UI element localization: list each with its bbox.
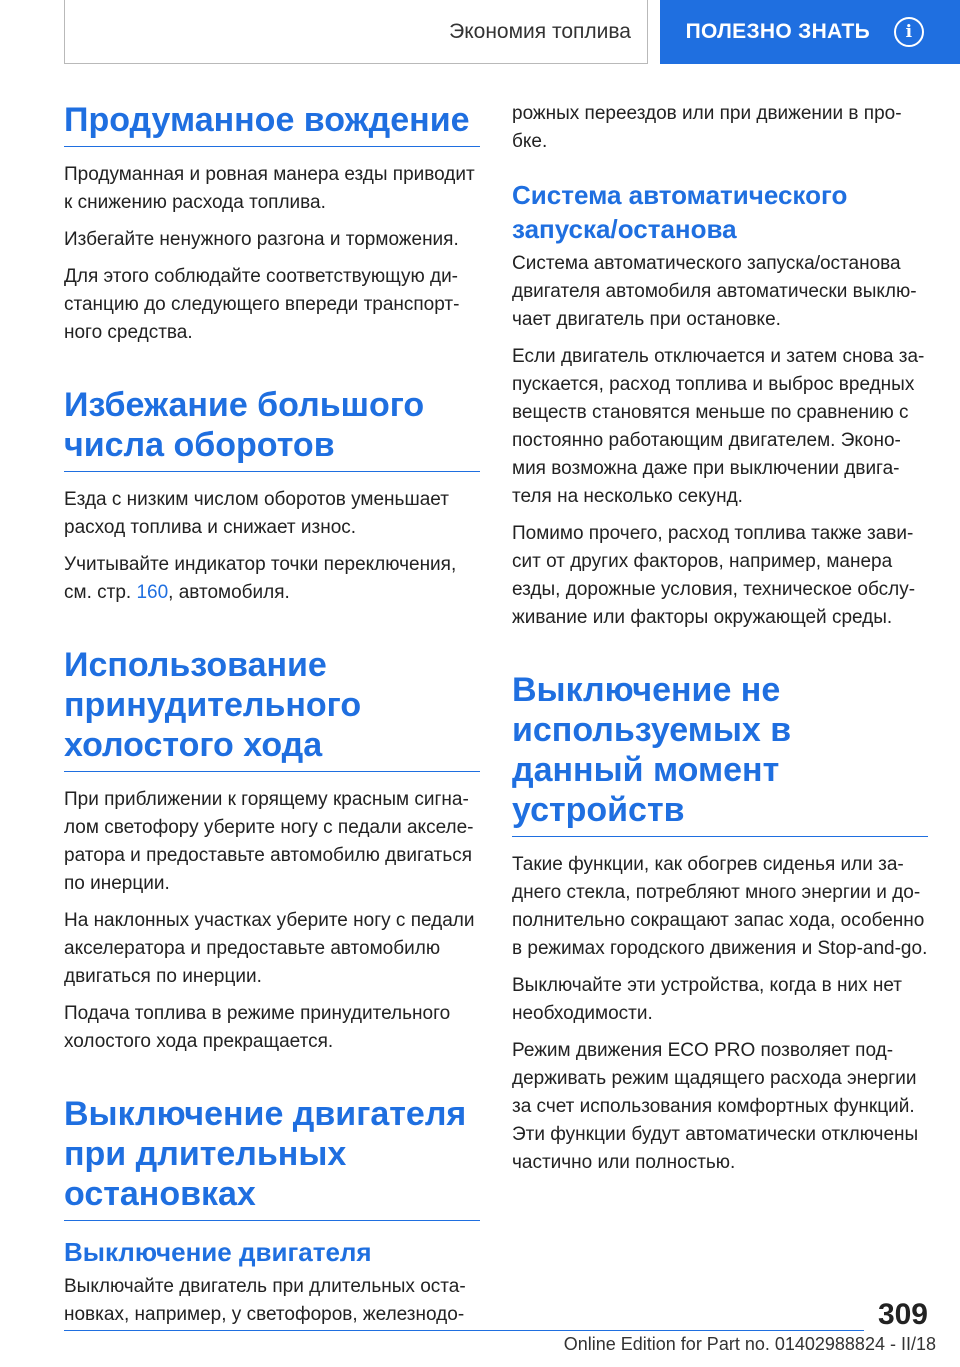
paragraph-text: , автомобиля. [168,582,290,603]
section-unused-devices [512,670,928,1177]
header-section-title-text: Экономия топлива [449,19,631,43]
info-icon: i [894,17,924,47]
paragraph: Помимо прочего, расход топлива также зави-сит от других факторов, например, манера езды, дорожные условия, техническое обслу-живание или факторы окружающей среды. [512,523,916,628]
paragraph [64,551,480,607]
paragraph: При приближении к горящему красным сигна-лом светофору уберите ногу с педали акселе-ратора и предоставьте автомобилю двигаться по инерции. [64,789,474,894]
section-auto-start-stop [512,178,928,632]
paragraph: Езда с низким числом оборотов уменьшает расход топлива и снижает износ. [64,489,449,538]
section-engine-off-long-stops [64,1094,480,1329]
heading-engine-off-long-stops: Выключение двигателя при длительных остановках [64,1094,480,1221]
paragraph: Такие функции, как обогрев сиденья или за-днего стекла, потребляют много энергии и до-полнительно сокращают запас хода, особенно в режимах городского движения и Stop-and-go. [512,854,928,959]
page-number: 309 [877,1298,928,1331]
paragraph: Выключайте эти устройства, когда в них нет необходимости. [512,975,902,1024]
page-reference-link[interactable]: 160 [136,582,169,603]
header-tab-useful-info[interactable] [660,0,960,64]
header-tab-label: ПОЛЕЗНО ЗНАТЬ [685,20,870,43]
paragraph: Режим движения ECO PRO позволяет под-держивать режим щадящего расхода энергии за счет использования комфортных функций. Эти функции будут автоматически отключены частично или полностью. [512,1040,919,1173]
paragraph: Продуманная и ровная манера езды приводит к снижению расхода топлива. [64,164,475,213]
paragraph: Выключайте двигатель при длительных оста-новках, например, у светофоров, железнодо- [64,1276,466,1325]
paragraph: Система автоматического запуска/останова двигателя автомобиля автоматически выклю-чает двигатель при остановке. [512,253,917,330]
heading-coasting: Использование принудительного холостого хода [64,645,480,772]
heading-thoughtful-driving: Продуманное вождение [64,100,480,147]
paragraph-continuation: рожных переездов или при движении в про-бке. [512,103,902,152]
section-coasting [64,645,480,1056]
heading-unused-devices: Выключение не используемых в данный момент устройств [512,670,928,837]
footer-edition: Online Edition for Part no. 01402988824 - II/18 [563,1334,936,1354]
heading-avoid-high-rpm: Избежание большого числа оборотов [64,385,480,472]
paragraph: На наклонных участках уберите ногу с педали акселератора и предоставьте автомобилю двигаться по инерции. [64,910,475,987]
section-avoid-high-rpm [64,385,480,607]
right-column [512,100,928,1215]
paragraph: Подача топлива в режиме принудительного холостого хода прекращается. [64,1003,451,1052]
paragraph: Избегайте ненужного разгона и торможения. [64,229,459,250]
footer-divider [64,1330,864,1331]
header-section-title [64,0,648,64]
paragraph-text: Учитывайте индикатор точки переключения, см. стр. [64,554,457,603]
section-thoughtful-driving [64,100,480,347]
paragraph: Для этого соблюдайте соответствующую ди-станцию до следующего впереди транспорт-ного средства. [64,266,460,343]
paragraph: Если двигатель отключается и затем снова за-пускается, расход топлива и выброс вредных веществ становятся меньше по сравнению с постоянно работающим двигателем. Эконо-мия возможна даже при выключении двига-теля на несколько секунд. [512,346,925,507]
left-column [64,100,480,1367]
heading-auto-start-stop: Система автоматического запуска/останова [512,180,848,244]
subheading-engine-off: Выключение двигателя [64,1237,372,1267]
